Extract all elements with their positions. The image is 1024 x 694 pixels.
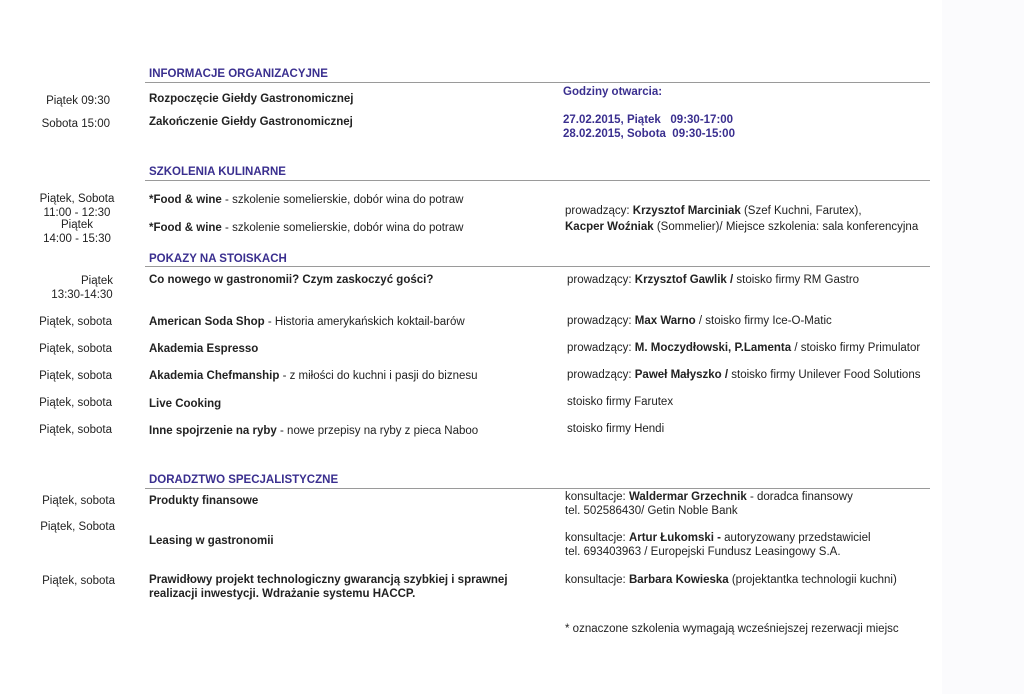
show-title-5: Live Cooking xyxy=(149,398,222,410)
show-host-3-rest: / stoisko firmy Primulator xyxy=(791,342,921,354)
advice-consult-2-name: Artur Łukomski - xyxy=(628,532,721,544)
show-time-1a: Piątek xyxy=(81,275,113,287)
show-host-1-prefix: prowadzący: xyxy=(567,274,635,286)
show-host-1-name: Krzysztof Gawlik / xyxy=(634,274,734,286)
show-host-1-rest: stoisko firmy RM Gastro xyxy=(733,274,860,286)
training-item-2-desc: - szkolenie somelierskie, dobór wina do potraw xyxy=(221,222,464,234)
advice-title-2: Leasing w gastronomii xyxy=(149,535,274,547)
training-time-2b: 14:00 - 15:30 xyxy=(43,233,111,245)
org-title-2: Zakończenie Giełdy Gastronomicznej xyxy=(149,116,353,128)
show-host-5: stoisko firmy Farutex xyxy=(567,396,674,408)
training-host-prefix: prowadzący: xyxy=(565,205,633,217)
show-title-3: Akademia Espresso xyxy=(149,343,259,355)
training-item-2-title: *Food & wine xyxy=(149,222,222,234)
advice-consult-3-name: Barbara Kowieska xyxy=(628,574,729,586)
advice-consult-2-rest: autoryzowany przedstawiciel xyxy=(720,532,871,544)
show-host-2-name: Max Warno xyxy=(634,315,696,327)
training-host-2-name: Kacper Woźniak xyxy=(565,221,654,233)
show-desc-4: - z miłości do kuchni i pasji do biznesu xyxy=(279,370,478,382)
show-host-2 xyxy=(567,314,832,328)
advice-consult-1-name: Waldermar Grzechnik xyxy=(628,491,747,503)
show-title-4: Akademia Chefmanship xyxy=(149,370,280,382)
training-item-1-desc: - szkolenie somelierskie, dobór wina do potraw xyxy=(221,194,464,206)
org-title-1: Rozpoczęcie Giełdy Gastronomicznej xyxy=(149,93,354,105)
show-time-4: Piątek, sobota xyxy=(39,370,112,382)
show-time-6: Piątek, sobota xyxy=(39,424,112,436)
org-time-2: Sobota 15:00 xyxy=(41,118,110,130)
advice-consult-1-line2: tel. 502586430/ Getin Noble Bank xyxy=(565,505,738,517)
show-host-2-prefix: prowadzący: xyxy=(567,315,635,327)
reservation-footnote: * oznaczone szkolenia wymagają wcześniejszej rezerwacji miejsc xyxy=(565,623,899,635)
training-host-1 xyxy=(565,204,862,218)
show-host-1 xyxy=(567,273,859,287)
training-host-1-role: (Szef Kuchni, Farutex), xyxy=(740,205,862,217)
advice-time-3: Piątek, sobota xyxy=(42,575,115,587)
show-host-4 xyxy=(567,368,920,382)
advice-consult-3-rest: (projektantka technologii kuchni) xyxy=(728,574,897,586)
section-rule-advice xyxy=(145,488,930,489)
show-host-4-name: Paweł Małyszko / xyxy=(634,369,729,381)
show-time-5: Piątek, sobota xyxy=(39,397,112,409)
show-time-3: Piątek, sobota xyxy=(39,343,112,355)
show-host-3 xyxy=(567,341,920,355)
section-heading-shows: POKAZY NA STOISKACH xyxy=(149,253,287,265)
advice-time-1: Piątek, sobota xyxy=(42,495,115,507)
advice-consult-1-rest: - doradca finansowy xyxy=(746,491,853,503)
advice-consult-2-line2: tel. 693403963 / Europejski Fundusz Leasingowy S.A. xyxy=(565,546,841,558)
advice-consult-2-prefix: konsultacje: xyxy=(565,532,629,544)
show-host-4-prefix: prowadzący: xyxy=(567,369,635,381)
show-host-4-rest: stoisko firmy Unilever Food Solutions xyxy=(728,369,921,381)
advice-title-3b: realizacji inwestycji. Wdrażanie systemu HACCP. xyxy=(149,588,416,600)
advice-title-3a: Prawidłowy projekt technologiczny gwarancją szybkiej i sprawnej xyxy=(149,574,508,586)
training-time-1a: Piątek, Sobota xyxy=(39,193,115,205)
show-item-4 xyxy=(149,369,478,383)
advice-title-1: Produkty finansowe xyxy=(149,495,259,507)
show-desc-2: - Historia amerykańskich koktail-barów xyxy=(264,316,465,328)
page-margin xyxy=(942,0,1024,694)
advice-consult-3 xyxy=(565,573,897,587)
show-title-1: Co nowego w gastronomii? Czym zaskoczyć gości? xyxy=(149,274,434,286)
training-time-1b: 11:00 - 12:30 xyxy=(43,207,111,219)
advice-consult-1 xyxy=(565,490,853,504)
show-time-2: Piątek, sobota xyxy=(39,316,112,328)
opening-hours-1: 27.02.2015, Piątek 09:30-17:00 xyxy=(563,114,734,126)
advice-consult-1-prefix: konsultacje: xyxy=(565,491,629,503)
show-host-3-name: M. Moczydłowski, P.Lamenta xyxy=(634,342,792,354)
training-host-1-name: Krzysztof Marciniak xyxy=(632,205,741,217)
show-time-1b: 13:30-14:30 xyxy=(51,289,113,301)
show-title-6: Inne spojrzenie na ryby xyxy=(149,425,277,437)
section-heading-training: SZKOLENIA KULINARNE xyxy=(149,166,286,178)
training-host-2-role: (Sommelier)/ Miejsce szkolenia: sala konferencyjna xyxy=(653,221,919,233)
section-heading-org: INFORMACJE ORGANIZACYJNE xyxy=(149,68,328,80)
training-item-1-title: *Food & wine xyxy=(149,194,222,206)
section-rule-org xyxy=(145,82,930,83)
advice-consult-3-prefix: konsultacje: xyxy=(565,574,629,586)
section-heading-advice: DORADZTWO SPECJALISTYCZNE xyxy=(149,474,339,486)
advice-consult-2 xyxy=(565,531,871,545)
org-time-1: Piątek 09:30 xyxy=(46,95,110,107)
opening-hours-2: 28.02.2015, Sobota 09:30-15:00 xyxy=(563,128,735,140)
show-title-2: American Soda Shop xyxy=(149,316,265,328)
show-host-2-rest: / stoisko firmy Ice-O-Matic xyxy=(695,315,832,327)
show-desc-6: - nowe przepisy na ryby z pieca Naboo xyxy=(276,425,479,437)
training-item-2 xyxy=(149,221,463,235)
training-host-2 xyxy=(565,220,918,234)
section-rule-shows xyxy=(145,266,930,267)
training-time-2a: Piątek xyxy=(61,219,93,231)
section-rule-training xyxy=(145,180,930,181)
show-host-6: stoisko firmy Hendi xyxy=(567,423,665,435)
show-item-6 xyxy=(149,424,478,438)
advice-time-2: Piątek, Sobota xyxy=(40,521,115,533)
show-item-2 xyxy=(149,315,465,329)
training-item-1 xyxy=(149,193,463,207)
opening-hours-title: Godziny otwarcia: xyxy=(563,86,663,98)
show-host-3-prefix: prowadzący: xyxy=(567,342,635,354)
